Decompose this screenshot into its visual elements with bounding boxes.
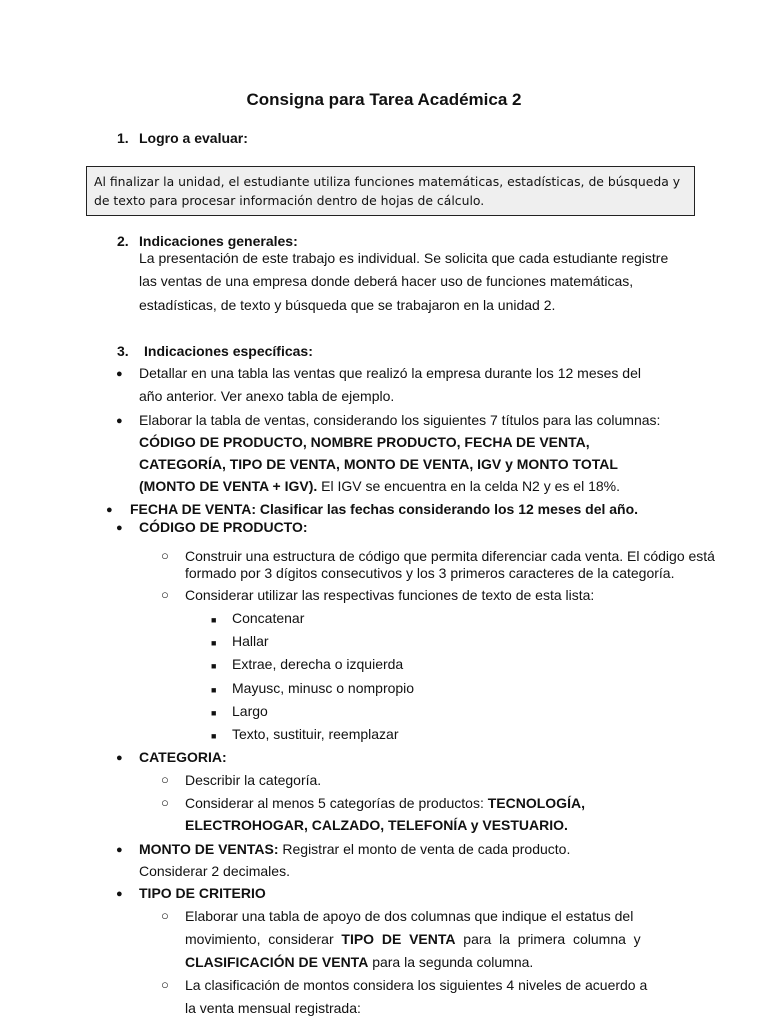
clasificacion-line-1: La clasificación de montos considera los siguientes 4 niveles de acuerdo a bbox=[185, 977, 648, 993]
tipo-criterio-text-d: para la segunda columna. bbox=[368, 954, 534, 970]
monto-ventas-line-2: Considerar 2 decimales. bbox=[139, 863, 290, 879]
function-item: Texto, sustituir, reemplazar bbox=[232, 726, 399, 742]
learning-outcome-box: Al finalizar la unidad, el estudiante utiliza funciones matemáticas, estadísticas, de búsqueda y de texto para procesar información dentro de hojas de cálculo. bbox=[86, 166, 695, 216]
circle-bullet-icon: ○ bbox=[161, 587, 169, 602]
bullet-icon: ● bbox=[116, 368, 123, 380]
tipo-criterio-line-2 bbox=[185, 931, 641, 947]
codigo-line-2: formado por 3 dígitos consecutivos y los 3 primeros caracteres de la categoría. bbox=[185, 565, 675, 581]
tipo-criterio-heading: TIPO DE CRITERIO bbox=[139, 885, 266, 901]
tipo-criterio-line-1: Elaborar una tabla de apoyo de dos columnas que indique el estatus del bbox=[185, 908, 634, 924]
function-item: Extrae, derecha o izquierda bbox=[232, 656, 404, 672]
circle-bullet-icon: ○ bbox=[161, 548, 169, 563]
categoria-heading: CATEGORIA: bbox=[139, 749, 227, 765]
general-line-2: las ventas de una empresa donde deberá hacer uso de funciones matemáticas, bbox=[139, 273, 634, 289]
bullet-2-line-1: Elaborar la tabla de ventas, considerando los siguientes 7 títulos para las columnas: bbox=[139, 412, 661, 428]
section-1-number: 1. bbox=[117, 130, 129, 146]
circle-bullet-icon: ○ bbox=[161, 795, 169, 810]
document-title: Consigna para Tarea Académica 2 bbox=[246, 90, 522, 109]
categoria-intro: Considerar al menos 5 categorías de productos: bbox=[185, 795, 488, 811]
fecha-de-venta-instruction: FECHA DE VENTA: Clasificar las fechas considerando los 12 meses del año. bbox=[130, 501, 639, 517]
codigo-producto-heading: CÓDIGO DE PRODUCTO: bbox=[139, 519, 308, 535]
monto-ventas-line-1 bbox=[139, 841, 570, 857]
monto-ventas-text: Registrar el monto de venta de cada producto. bbox=[278, 841, 571, 857]
function-item: Mayusc, minusc o nompropio bbox=[232, 680, 415, 696]
monto-ventas-heading: MONTO DE VENTAS: bbox=[139, 841, 279, 857]
bullet-2-columns-line-1: CÓDIGO DE PRODUCTO, NOMBRE PRODUCTO, FECHA DE VENTA, bbox=[139, 434, 590, 450]
clasificacion-line-2: la venta mensual registrada: bbox=[185, 1000, 361, 1016]
square-bullet-icon: ■ bbox=[211, 708, 217, 718]
section-3-heading: Indicaciones específicas: bbox=[144, 343, 313, 359]
general-line-3: estadísticas, de texto y búsqueda que se trabajaron en la unidad 2. bbox=[139, 297, 556, 313]
square-bullet-icon: ■ bbox=[211, 731, 217, 741]
function-item: Largo bbox=[232, 703, 268, 719]
tipo-criterio-text-c: para la primera columna y bbox=[455, 931, 641, 947]
section-3-number: 3. bbox=[117, 343, 129, 359]
square-bullet-icon: ■ bbox=[211, 638, 217, 648]
square-bullet-icon: ■ bbox=[211, 685, 217, 695]
square-bullet-icon: ■ bbox=[211, 661, 217, 671]
codigo-line-1: Construir una estructura de código que permita diferenciar cada venta. El código está bbox=[185, 548, 715, 564]
bullet-2-columns-line-2: CATEGORÍA, TIPO DE VENTA, MONTO DE VENTA, IGV y MONTO TOTAL bbox=[139, 456, 618, 472]
bullet-icon: ● bbox=[116, 415, 123, 427]
bullet-icon: ● bbox=[116, 752, 123, 764]
monto-total-formula: (MONTO DE VENTA + IGV). bbox=[139, 478, 318, 494]
circle-bullet-icon: ○ bbox=[161, 908, 169, 923]
function-item: Hallar bbox=[232, 633, 269, 649]
categoria-tecnologia: TECNOLOGÍA, bbox=[487, 795, 585, 811]
circle-bullet-icon: ○ bbox=[161, 772, 169, 787]
tipo-de-venta-term: TIPO DE VENTA bbox=[341, 931, 456, 947]
function-item: Concatenar bbox=[232, 610, 305, 626]
categoria-list-line-1 bbox=[185, 795, 585, 811]
igv-note: El IGV se encuentra en la celda N2 y es el 18%. bbox=[317, 478, 620, 494]
circle-bullet-icon: ○ bbox=[161, 977, 169, 992]
square-bullet-icon: ■ bbox=[211, 615, 217, 625]
categoria-describe: Describir la categoría. bbox=[185, 772, 322, 788]
bullet-1-line-2: año anterior. Ver anexo tabla de ejemplo. bbox=[139, 388, 395, 404]
bullet-icon: ● bbox=[106, 504, 113, 516]
section-2-heading: Indicaciones generales: bbox=[139, 233, 298, 249]
clasificacion-de-venta-term: CLASIFICACIÓN DE VENTA bbox=[185, 954, 369, 970]
general-line-1: La presentación de este trabajo es individual. Se solicita que cada estudiante registre bbox=[139, 250, 669, 266]
section-1-heading: Logro a evaluar: bbox=[139, 130, 248, 146]
bullet-2-line-4 bbox=[139, 478, 620, 494]
bullet-icon: ● bbox=[116, 844, 123, 856]
categoria-list-line-2: ELECTROHOGAR, CALZADO, TELEFONÍA y VESTUARIO. bbox=[185, 817, 568, 833]
codigo-functions-intro: Considerar utilizar las respectivas funciones de texto de esta lista: bbox=[185, 587, 595, 603]
tipo-criterio-text-a: movimiento, considerar bbox=[185, 931, 342, 947]
bullet-icon: ● bbox=[116, 888, 123, 900]
section-2-number: 2. bbox=[117, 233, 129, 249]
bullet-1-line-1: Detallar en una tabla las ventas que realizó la empresa durante los 12 meses del bbox=[139, 365, 641, 381]
bullet-icon: ● bbox=[116, 522, 123, 534]
tipo-criterio-line-3 bbox=[185, 954, 533, 970]
